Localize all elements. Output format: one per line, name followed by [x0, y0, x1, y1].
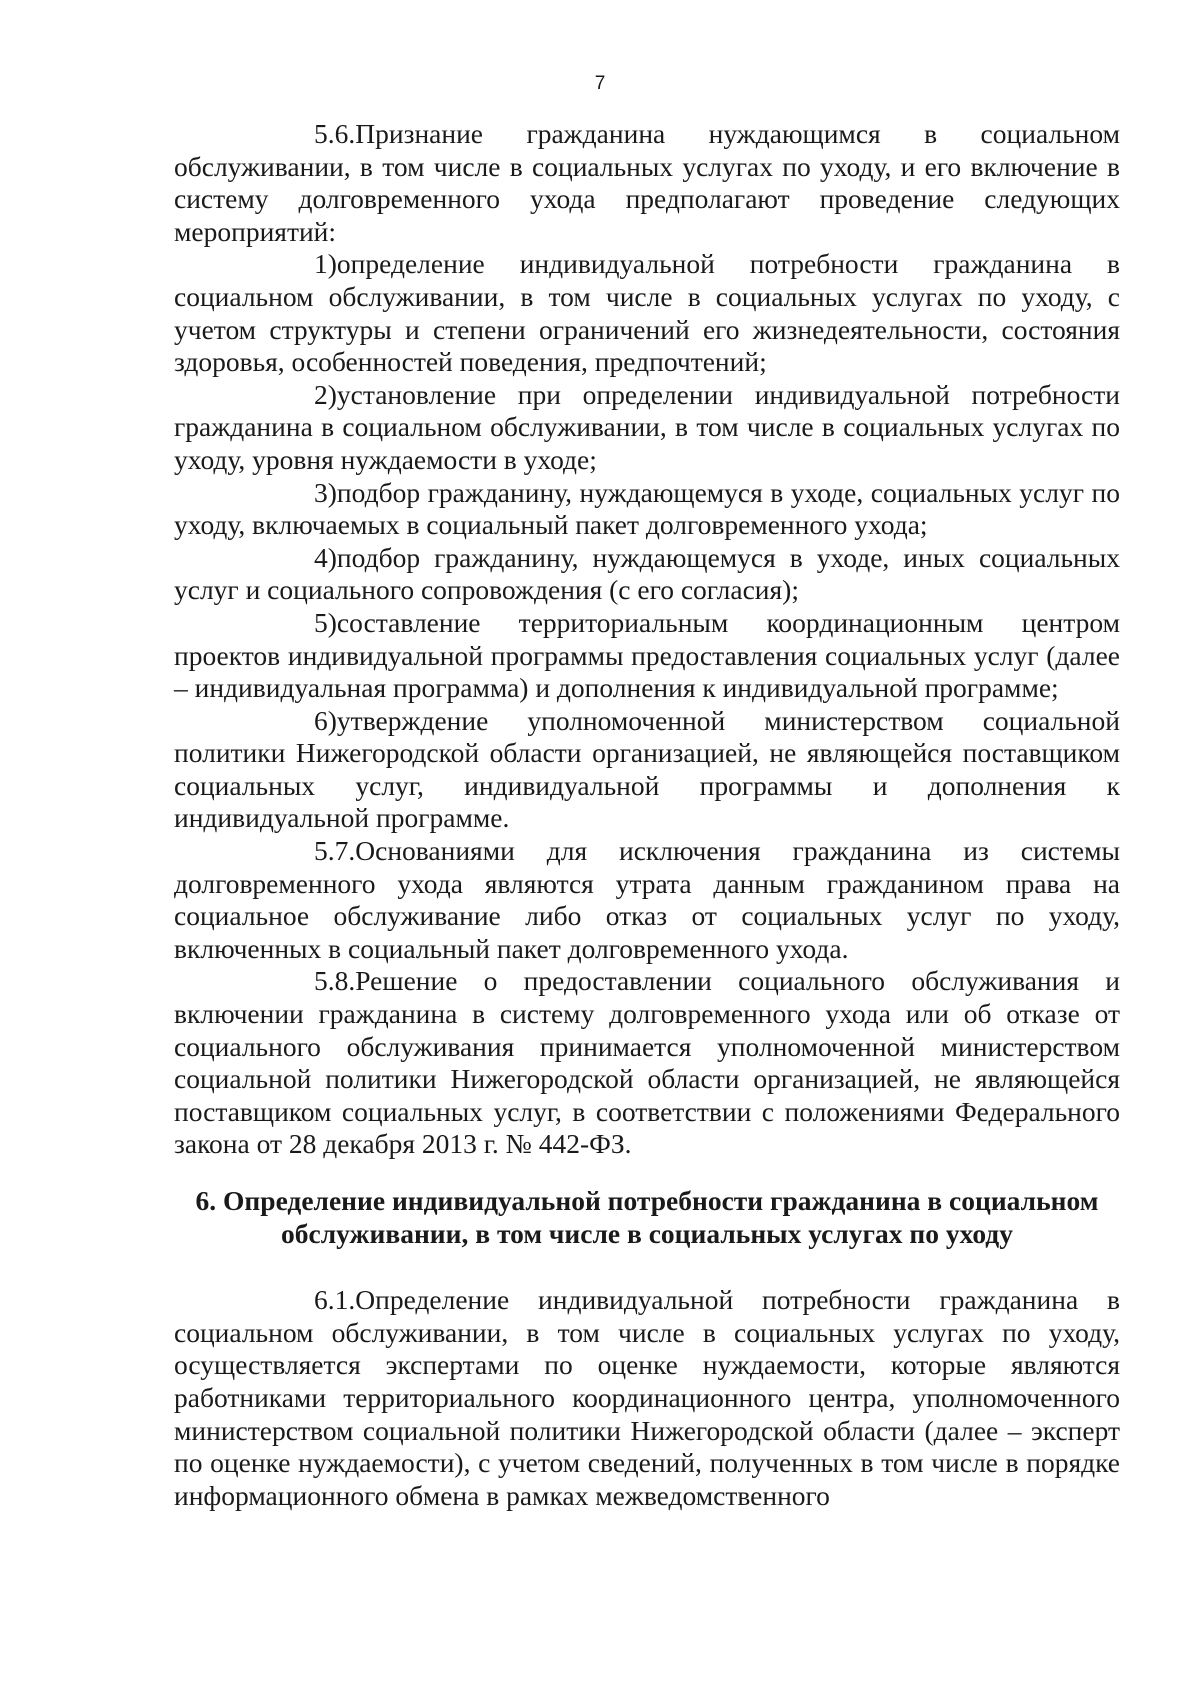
page-number: 7	[594, 73, 606, 94]
list-item-text: определение индивидуальной потребности гражданина в социальном обслуживании, в том числе в социальных услугах по уходу, с учетом структуры и степени ограничений его жизнедеятельности, состояния здоровья, особенностей поведения, предпочтений;	[174, 248, 1120, 378]
list-item-text: установление при определении индивидуальной потребности гражданина в социальном обслуживании, в том числе в социальных услугах по уходу, уровня нуждаемости в уходе;	[174, 378, 1120, 475]
section-heading-line: 6. Определение индивидуальной потребности гражданина в социальном	[195, 1185, 1099, 1216]
paragraph-5-6	[174, 118, 1120, 248]
list-item-text: составление территориальным координационным центром проектов индивидуальной программы предоставления социальных услуг (далее – индивидуальная программа) и дополнения к индивидуальной программе;	[174, 606, 1120, 704]
paragraph-number: 5.6.	[314, 118, 356, 149]
section-heading-line: обслуживании, в том числе в социальных услугах по уходу	[281, 1217, 1013, 1249]
list-item-text: утверждение уполномоченной министерством социальной политики Нижегородской области организацией, не являющейся поставщиком социальных услуг, индивидуальной программы и дополнения к индивидуальной программе.	[174, 704, 1120, 834]
list-item-number: 4)	[314, 541, 337, 573]
document-body	[174, 118, 1120, 1512]
paragraph-number: 6.1.	[314, 1284, 356, 1316]
list-item-3	[174, 477, 1120, 542]
paragraph-6-1	[174, 1284, 1120, 1512]
paragraph-text: Признание гражданина нуждающимся в социальном обслуживании, в том числе в социальных услугах по уходу, и его включение в систему долговременного ухода предполагают проведение следующих мероприятий:	[174, 118, 1120, 247]
paragraph-number: 5.7.	[314, 835, 356, 867]
paragraph-text: Основаниями для исключения гражданина из системы долговременного ухода являются утрата данным гражданином права на социальное обслуживание либо отказ от социальных услуг по уходу, включенных в социальный пакет долговременного ухода.	[174, 835, 1120, 964]
list-item-2	[174, 379, 1120, 477]
list-item-number: 6)	[314, 704, 337, 736]
paragraph-number: 5.8.	[314, 965, 356, 997]
list-item-4	[174, 542, 1120, 607]
list-item-number: 2)	[314, 378, 337, 410]
list-item-6	[174, 705, 1120, 835]
section-heading	[174, 1185, 1120, 1250]
list-item-number: 3)	[314, 476, 337, 508]
list-item-text: подбор гражданину, нуждающемуся в уходе, иных социальных услуг и социального сопровождения (с его согласия);	[174, 541, 1120, 606]
paragraph-text: Решение о предоставлении социального обслуживания и включении гражданина в систему долговременного ухода или об отказе от социального обслуживания принимается уполномоченной министерством социальной политики Нижегородской области организацией, не являющейся поставщиком социальных услуг, в соответствии с положениями Федерального закона от 28 декабря 2013 г. № 442-ФЗ.	[174, 965, 1120, 1160]
paragraph-5-7	[174, 835, 1120, 965]
list-item-text: подбор гражданину, нуждающемуся в уходе, социальных услуг по уходу, включаемых в социальный пакет долговременного ухода;	[174, 476, 1120, 541]
paragraph-text: Определение индивидуальной потребности гражданина в социальном обслуживании, в том числе в социальных услугах по уходу, осуществляется экспертами по оценке нуждаемости, которые являются работниками территориального координационного центра, уполномоченного министерством социальной политики Нижегородской области (далее – эксперт по оценке нуждаемости), с учетом сведений, полученных в том числе в порядке информационного обмена в рамках межведомственного	[174, 1284, 1120, 1511]
paragraph-5-8	[174, 965, 1120, 1161]
list-item-1	[174, 248, 1120, 378]
list-item-5	[174, 607, 1120, 705]
list-item-number: 5)	[314, 606, 337, 638]
list-item-number: 1)	[314, 248, 337, 280]
